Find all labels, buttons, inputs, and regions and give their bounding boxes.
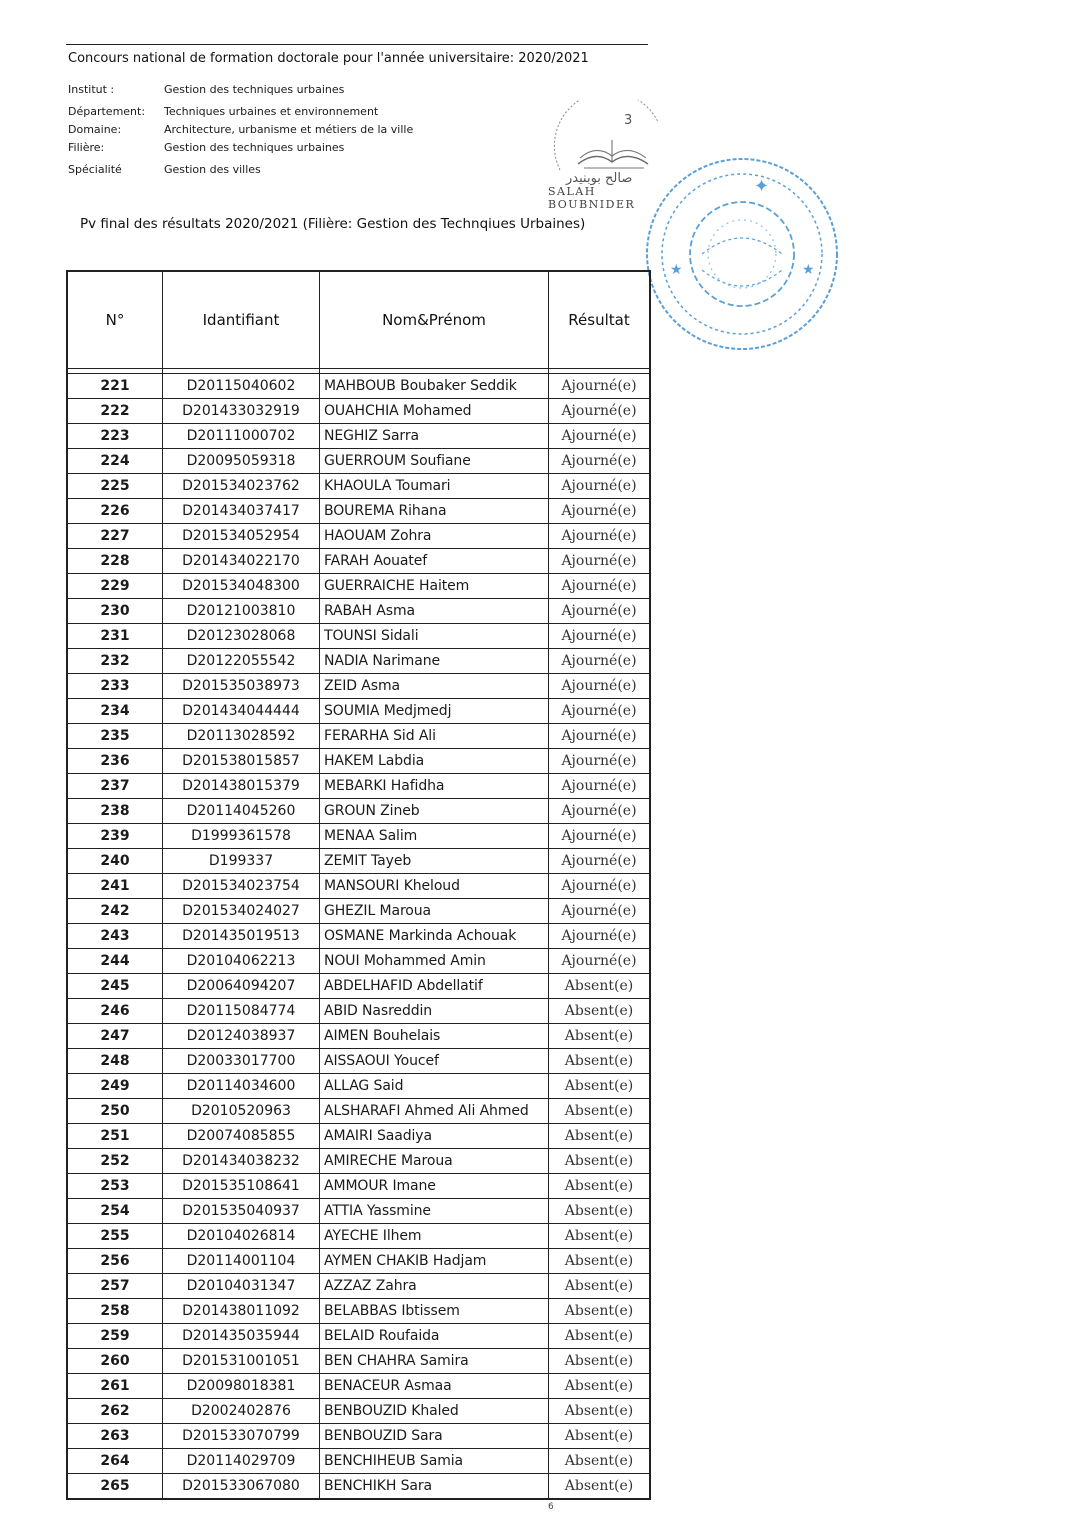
- row-identifier: D20123028068: [163, 624, 320, 649]
- row-result: Absent(e): [549, 1274, 650, 1299]
- row-result: Ajourné(e): [549, 549, 650, 574]
- row-number: 234: [68, 699, 163, 724]
- row-number: 259: [68, 1324, 163, 1349]
- table-row: [68, 774, 650, 799]
- row-number: 251: [68, 1124, 163, 1149]
- row-result: Ajourné(e): [549, 949, 650, 974]
- row-identifier: D201433032919: [163, 399, 320, 424]
- row-identifier: D201533070799: [163, 1424, 320, 1449]
- table-row: [68, 824, 650, 849]
- row-identifier: D20033017700: [163, 1049, 320, 1074]
- row-result: Absent(e): [549, 1399, 650, 1424]
- row-result: Ajourné(e): [549, 749, 650, 774]
- row-name: AYECHE Ilhem: [320, 1224, 549, 1249]
- table-row: [68, 474, 650, 499]
- table-row: [68, 1349, 650, 1374]
- row-identifier: D20124038937: [163, 1024, 320, 1049]
- table-row: [68, 999, 650, 1024]
- row-result: Absent(e): [549, 1099, 650, 1124]
- row-number: 255: [68, 1224, 163, 1249]
- header-result: Résultat: [549, 272, 650, 369]
- row-identifier: D20115084774: [163, 999, 320, 1024]
- table-header-row: [68, 272, 650, 369]
- row-name: NEGHIZ Sarra: [320, 424, 549, 449]
- row-number: 245: [68, 974, 163, 999]
- row-identifier: D20111000702: [163, 424, 320, 449]
- header-identifier: Idantifiant: [163, 272, 320, 369]
- row-name: GUERROUM Soufiane: [320, 449, 549, 474]
- row-name: MENAA Salim: [320, 824, 549, 849]
- row-name: BENBOUZID Sara: [320, 1424, 549, 1449]
- row-result: Ajourné(e): [549, 424, 650, 449]
- row-identifier: D199337: [163, 849, 320, 874]
- row-number: 250: [68, 1099, 163, 1124]
- row-number: 262: [68, 1399, 163, 1424]
- meta-value: Gestion des villes: [164, 163, 261, 176]
- table-row: [68, 974, 650, 999]
- table-row: [68, 1049, 650, 1074]
- header-rule: [66, 44, 648, 45]
- row-identifier: D201534024027: [163, 899, 320, 924]
- row-result: Ajourné(e): [549, 699, 650, 724]
- table-row: [68, 499, 650, 524]
- row-number: 231: [68, 624, 163, 649]
- row-number: 254: [68, 1199, 163, 1224]
- table-row: [68, 1299, 650, 1324]
- row-number: 252: [68, 1149, 163, 1174]
- row-name: KHAOULA Toumari: [320, 474, 549, 499]
- row-name: AMAIRI Saadiya: [320, 1124, 549, 1149]
- row-result: Absent(e): [549, 1349, 650, 1374]
- row-result: Absent(e): [549, 1149, 650, 1174]
- table-row: [68, 1274, 650, 1299]
- row-result: Ajourné(e): [549, 624, 650, 649]
- row-identifier: D20098018381: [163, 1374, 320, 1399]
- svg-text:3: 3: [624, 113, 633, 128]
- row-result: Ajourné(e): [549, 774, 650, 799]
- table-row: [68, 849, 650, 874]
- row-result: Ajourné(e): [549, 399, 650, 424]
- svg-text:صالح بوبنيدر: صالح بوبنيدر: [566, 171, 633, 186]
- table-row: [68, 1374, 650, 1399]
- row-number: 260: [68, 1349, 163, 1374]
- table-row: [68, 749, 650, 774]
- row-number: 237: [68, 774, 163, 799]
- row-number: 236: [68, 749, 163, 774]
- row-result: Ajourné(e): [549, 924, 650, 949]
- row-name: HAOUAM Zohra: [320, 524, 549, 549]
- table-row: [68, 1224, 650, 1249]
- table-row: [68, 399, 650, 424]
- row-name: BENBOUZID Khaled: [320, 1399, 549, 1424]
- table-row: [68, 549, 650, 574]
- row-identifier: D20115040602: [163, 374, 320, 399]
- row-identifier: D201535108641: [163, 1174, 320, 1199]
- table-row: [68, 1174, 650, 1199]
- row-identifier: D201438011092: [163, 1299, 320, 1324]
- row-identifier: D201534023762: [163, 474, 320, 499]
- row-name: NOUI Mohammed Amin: [320, 949, 549, 974]
- row-name: FERARHA Sid Ali: [320, 724, 549, 749]
- row-name: BEN CHAHRA Samira: [320, 1349, 549, 1374]
- row-result: Ajourné(e): [549, 849, 650, 874]
- table-row: [68, 649, 650, 674]
- table-row: [68, 899, 650, 924]
- row-number: 228: [68, 549, 163, 574]
- row-name: ZEID Asma: [320, 674, 549, 699]
- svg-text:✦: ✦: [754, 176, 770, 197]
- row-name: HAKEM Labdia: [320, 749, 549, 774]
- row-result: Ajourné(e): [549, 724, 650, 749]
- row-name: GUERRAICHE Haitem: [320, 574, 549, 599]
- meta-label: Institut :: [68, 83, 115, 96]
- row-name: ABID Nasreddin: [320, 999, 549, 1024]
- table-row: [68, 449, 650, 474]
- row-identifier: D201534052954: [163, 524, 320, 549]
- row-number: 240: [68, 849, 163, 874]
- row-result: Ajourné(e): [549, 824, 650, 849]
- row-identifier: D201434044444: [163, 699, 320, 724]
- row-name: GROUN Zineb: [320, 799, 549, 824]
- row-name: AZZAZ Zahra: [320, 1274, 549, 1299]
- table-row: [68, 699, 650, 724]
- row-name: OSMANE Markinda Achouak: [320, 924, 549, 949]
- row-identifier: D20074085855: [163, 1124, 320, 1149]
- row-identifier: D201535040937: [163, 1199, 320, 1224]
- row-name: AIMEN Bouhelais: [320, 1024, 549, 1049]
- row-number: 246: [68, 999, 163, 1024]
- row-identifier: D20064094207: [163, 974, 320, 999]
- table-row: [68, 1149, 650, 1174]
- table-row: [68, 924, 650, 949]
- row-result: Absent(e): [549, 999, 650, 1024]
- row-number: 241: [68, 874, 163, 899]
- row-result: Ajourné(e): [549, 649, 650, 674]
- row-result: Absent(e): [549, 1049, 650, 1074]
- row-number: 257: [68, 1274, 163, 1299]
- svg-text:★: ★: [670, 262, 683, 278]
- table-row: [68, 1099, 650, 1124]
- header-number: N°: [68, 272, 163, 369]
- row-identifier: D20122055542: [163, 649, 320, 674]
- table-row: [68, 1399, 650, 1424]
- row-result: Absent(e): [549, 1249, 650, 1274]
- row-result: Ajourné(e): [549, 799, 650, 824]
- results-table: [67, 271, 650, 1499]
- row-name: BELAID Roufaida: [320, 1324, 549, 1349]
- table-row: [68, 599, 650, 624]
- row-name: ALLAG Said: [320, 1074, 549, 1099]
- meta-label: Filière:: [68, 141, 105, 154]
- row-identifier: D201434022170: [163, 549, 320, 574]
- row-result: Absent(e): [549, 1174, 650, 1199]
- row-number: 263: [68, 1424, 163, 1449]
- page-number: 6: [548, 1502, 554, 1512]
- row-result: Absent(e): [549, 1199, 650, 1224]
- row-identifier: D201531001051: [163, 1349, 320, 1374]
- row-identifier: D201438015379: [163, 774, 320, 799]
- official-stamp: [642, 152, 842, 357]
- row-number: 239: [68, 824, 163, 849]
- row-result: Ajourné(e): [549, 374, 650, 399]
- row-result: Absent(e): [549, 1074, 650, 1099]
- row-identifier: D1999361578: [163, 824, 320, 849]
- row-number: 235: [68, 724, 163, 749]
- meta-value: Gestion des techniques urbaines: [164, 83, 345, 96]
- row-identifier: D20114001104: [163, 1249, 320, 1274]
- row-identifier: D20104026814: [163, 1224, 320, 1249]
- table-row: [68, 374, 650, 399]
- table-row: [68, 1424, 650, 1449]
- row-number: 265: [68, 1474, 163, 1499]
- row-name: FARAH Aouatef: [320, 549, 549, 574]
- row-number: 222: [68, 399, 163, 424]
- row-number: 224: [68, 449, 163, 474]
- table-row: [68, 574, 650, 599]
- row-name: ALSHARAFI Ahmed Ali Ahmed: [320, 1099, 549, 1124]
- row-number: 264: [68, 1449, 163, 1474]
- table-row: [68, 799, 650, 824]
- table-row: [68, 624, 650, 649]
- meta-value: Architecture, urbanisme et métiers de la ville: [164, 123, 414, 136]
- table-row: [68, 874, 650, 899]
- row-name: BENACEUR Asmaa: [320, 1374, 549, 1399]
- row-name: TOUNSI Sidali: [320, 624, 549, 649]
- row-number: 243: [68, 924, 163, 949]
- row-name: BENCHIKH Sara: [320, 1474, 549, 1499]
- row-identifier: D201435019513: [163, 924, 320, 949]
- table-row: [68, 1449, 650, 1474]
- row-name: MAHBOUB Boubaker Seddik: [320, 374, 549, 399]
- row-number: 238: [68, 799, 163, 824]
- results-table-frame: [66, 270, 651, 1500]
- row-result: Ajourné(e): [549, 674, 650, 699]
- row-result: Absent(e): [549, 1449, 650, 1474]
- row-result: Absent(e): [549, 1374, 650, 1399]
- row-name: NADIA Narimane: [320, 649, 549, 674]
- row-identifier: D2002402876: [163, 1399, 320, 1424]
- row-name: BELABBAS Ibtissem: [320, 1299, 549, 1324]
- row-identifier: D2010520963: [163, 1099, 320, 1124]
- header-name: Nom&Prénom: [320, 272, 549, 369]
- document-title: Concours national de formation doctorale pour l'année universitaire: 2020/2021: [68, 51, 589, 66]
- row-identifier: D201533067080: [163, 1474, 320, 1499]
- table-row: [68, 524, 650, 549]
- row-name: MEBARKI Hafidha: [320, 774, 549, 799]
- row-number: 258: [68, 1299, 163, 1324]
- row-identifier: D20121003810: [163, 599, 320, 624]
- row-identifier: D201535038973: [163, 674, 320, 699]
- row-result: Ajourné(e): [549, 599, 650, 624]
- table-row: [68, 424, 650, 449]
- row-number: 227: [68, 524, 163, 549]
- row-result: Absent(e): [549, 1324, 650, 1349]
- row-name: GHEZIL Maroua: [320, 899, 549, 924]
- row-result: Ajourné(e): [549, 899, 650, 924]
- row-result: Absent(e): [549, 1474, 650, 1499]
- row-result: Absent(e): [549, 1024, 650, 1049]
- row-result: Ajourné(e): [549, 449, 650, 474]
- row-name: ABDELHAFID Abdellatif: [320, 974, 549, 999]
- row-identifier: D201434038232: [163, 1149, 320, 1174]
- row-number: 247: [68, 1024, 163, 1049]
- row-name: BOUREMA Rihana: [320, 499, 549, 524]
- row-number: 242: [68, 899, 163, 924]
- row-identifier: D20114034600: [163, 1074, 320, 1099]
- table-row: [68, 1074, 650, 1099]
- row-result: Ajourné(e): [549, 499, 650, 524]
- table-row: [68, 1249, 650, 1274]
- row-identifier: D201434037417: [163, 499, 320, 524]
- row-result: Absent(e): [549, 974, 650, 999]
- row-number: 229: [68, 574, 163, 599]
- row-number: 253: [68, 1174, 163, 1199]
- row-number: 248: [68, 1049, 163, 1074]
- table-row: [68, 1324, 650, 1349]
- meta-label: Spécialité: [68, 163, 122, 176]
- row-number: 261: [68, 1374, 163, 1399]
- row-number: 232: [68, 649, 163, 674]
- row-name: ATTIA Yassmine: [320, 1199, 549, 1224]
- row-identifier: D201435035944: [163, 1324, 320, 1349]
- row-name: RABAH Asma: [320, 599, 549, 624]
- row-name: AMMOUR Imane: [320, 1174, 549, 1199]
- row-number: 221: [68, 374, 163, 399]
- row-name: BENCHIHEUB Samia: [320, 1449, 549, 1474]
- row-number: 244: [68, 949, 163, 974]
- row-result: Absent(e): [549, 1224, 650, 1249]
- row-name: AYMEN CHAKIB Hadjam: [320, 1249, 549, 1274]
- row-result: Ajourné(e): [549, 524, 650, 549]
- meta-value: Gestion des techniques urbaines: [164, 141, 345, 154]
- table-row: [68, 949, 650, 974]
- row-number: 256: [68, 1249, 163, 1274]
- row-name: AISSAOUI Youcef: [320, 1049, 549, 1074]
- row-number: 249: [68, 1074, 163, 1099]
- row-number: 226: [68, 499, 163, 524]
- row-identifier: D201534048300: [163, 574, 320, 599]
- pv-title: Pv final des résultats 2020/2021 (Filière: Gestion des Technqiues Urbaines): [80, 216, 586, 232]
- table-row: [68, 1474, 650, 1499]
- row-result: Absent(e): [549, 1299, 650, 1324]
- row-identifier: D20104062213: [163, 949, 320, 974]
- meta-label: Département:: [68, 105, 146, 118]
- row-number: 223: [68, 424, 163, 449]
- row-identifier: D20104031347: [163, 1274, 320, 1299]
- table-row: [68, 724, 650, 749]
- table-row: [68, 674, 650, 699]
- row-name: SOUMIA Medjmedj: [320, 699, 549, 724]
- row-result: Ajourné(e): [549, 874, 650, 899]
- table-row: [68, 1199, 650, 1224]
- row-result: Absent(e): [549, 1424, 650, 1449]
- table-row: [68, 1124, 650, 1149]
- row-number: 225: [68, 474, 163, 499]
- row-result: Ajourné(e): [549, 574, 650, 599]
- row-identifier: D20114045260: [163, 799, 320, 824]
- row-name: ZEMIT Tayeb: [320, 849, 549, 874]
- stamp-seal-icon: [642, 152, 842, 357]
- row-number: 233: [68, 674, 163, 699]
- row-name: OUAHCHIA Mohamed: [320, 399, 549, 424]
- meta-label: Domaine:: [68, 123, 122, 136]
- row-identifier: D20095059318: [163, 449, 320, 474]
- row-result: Ajourné(e): [549, 474, 650, 499]
- logo-caption: SALAH BOUBNIDER: [548, 185, 636, 211]
- row-identifier: D20113028592: [163, 724, 320, 749]
- row-identifier: D20114029709: [163, 1449, 320, 1474]
- row-number: 230: [68, 599, 163, 624]
- row-result: Absent(e): [549, 1124, 650, 1149]
- row-name: AMIRECHE Maroua: [320, 1149, 549, 1174]
- table-row: [68, 1024, 650, 1049]
- row-identifier: D201534023754: [163, 874, 320, 899]
- row-name: MANSOURI Kheloud: [320, 874, 549, 899]
- svg-text:★: ★: [802, 262, 815, 278]
- row-identifier: D201538015857: [163, 749, 320, 774]
- meta-value: Techniques urbaines et environnement: [164, 105, 379, 118]
